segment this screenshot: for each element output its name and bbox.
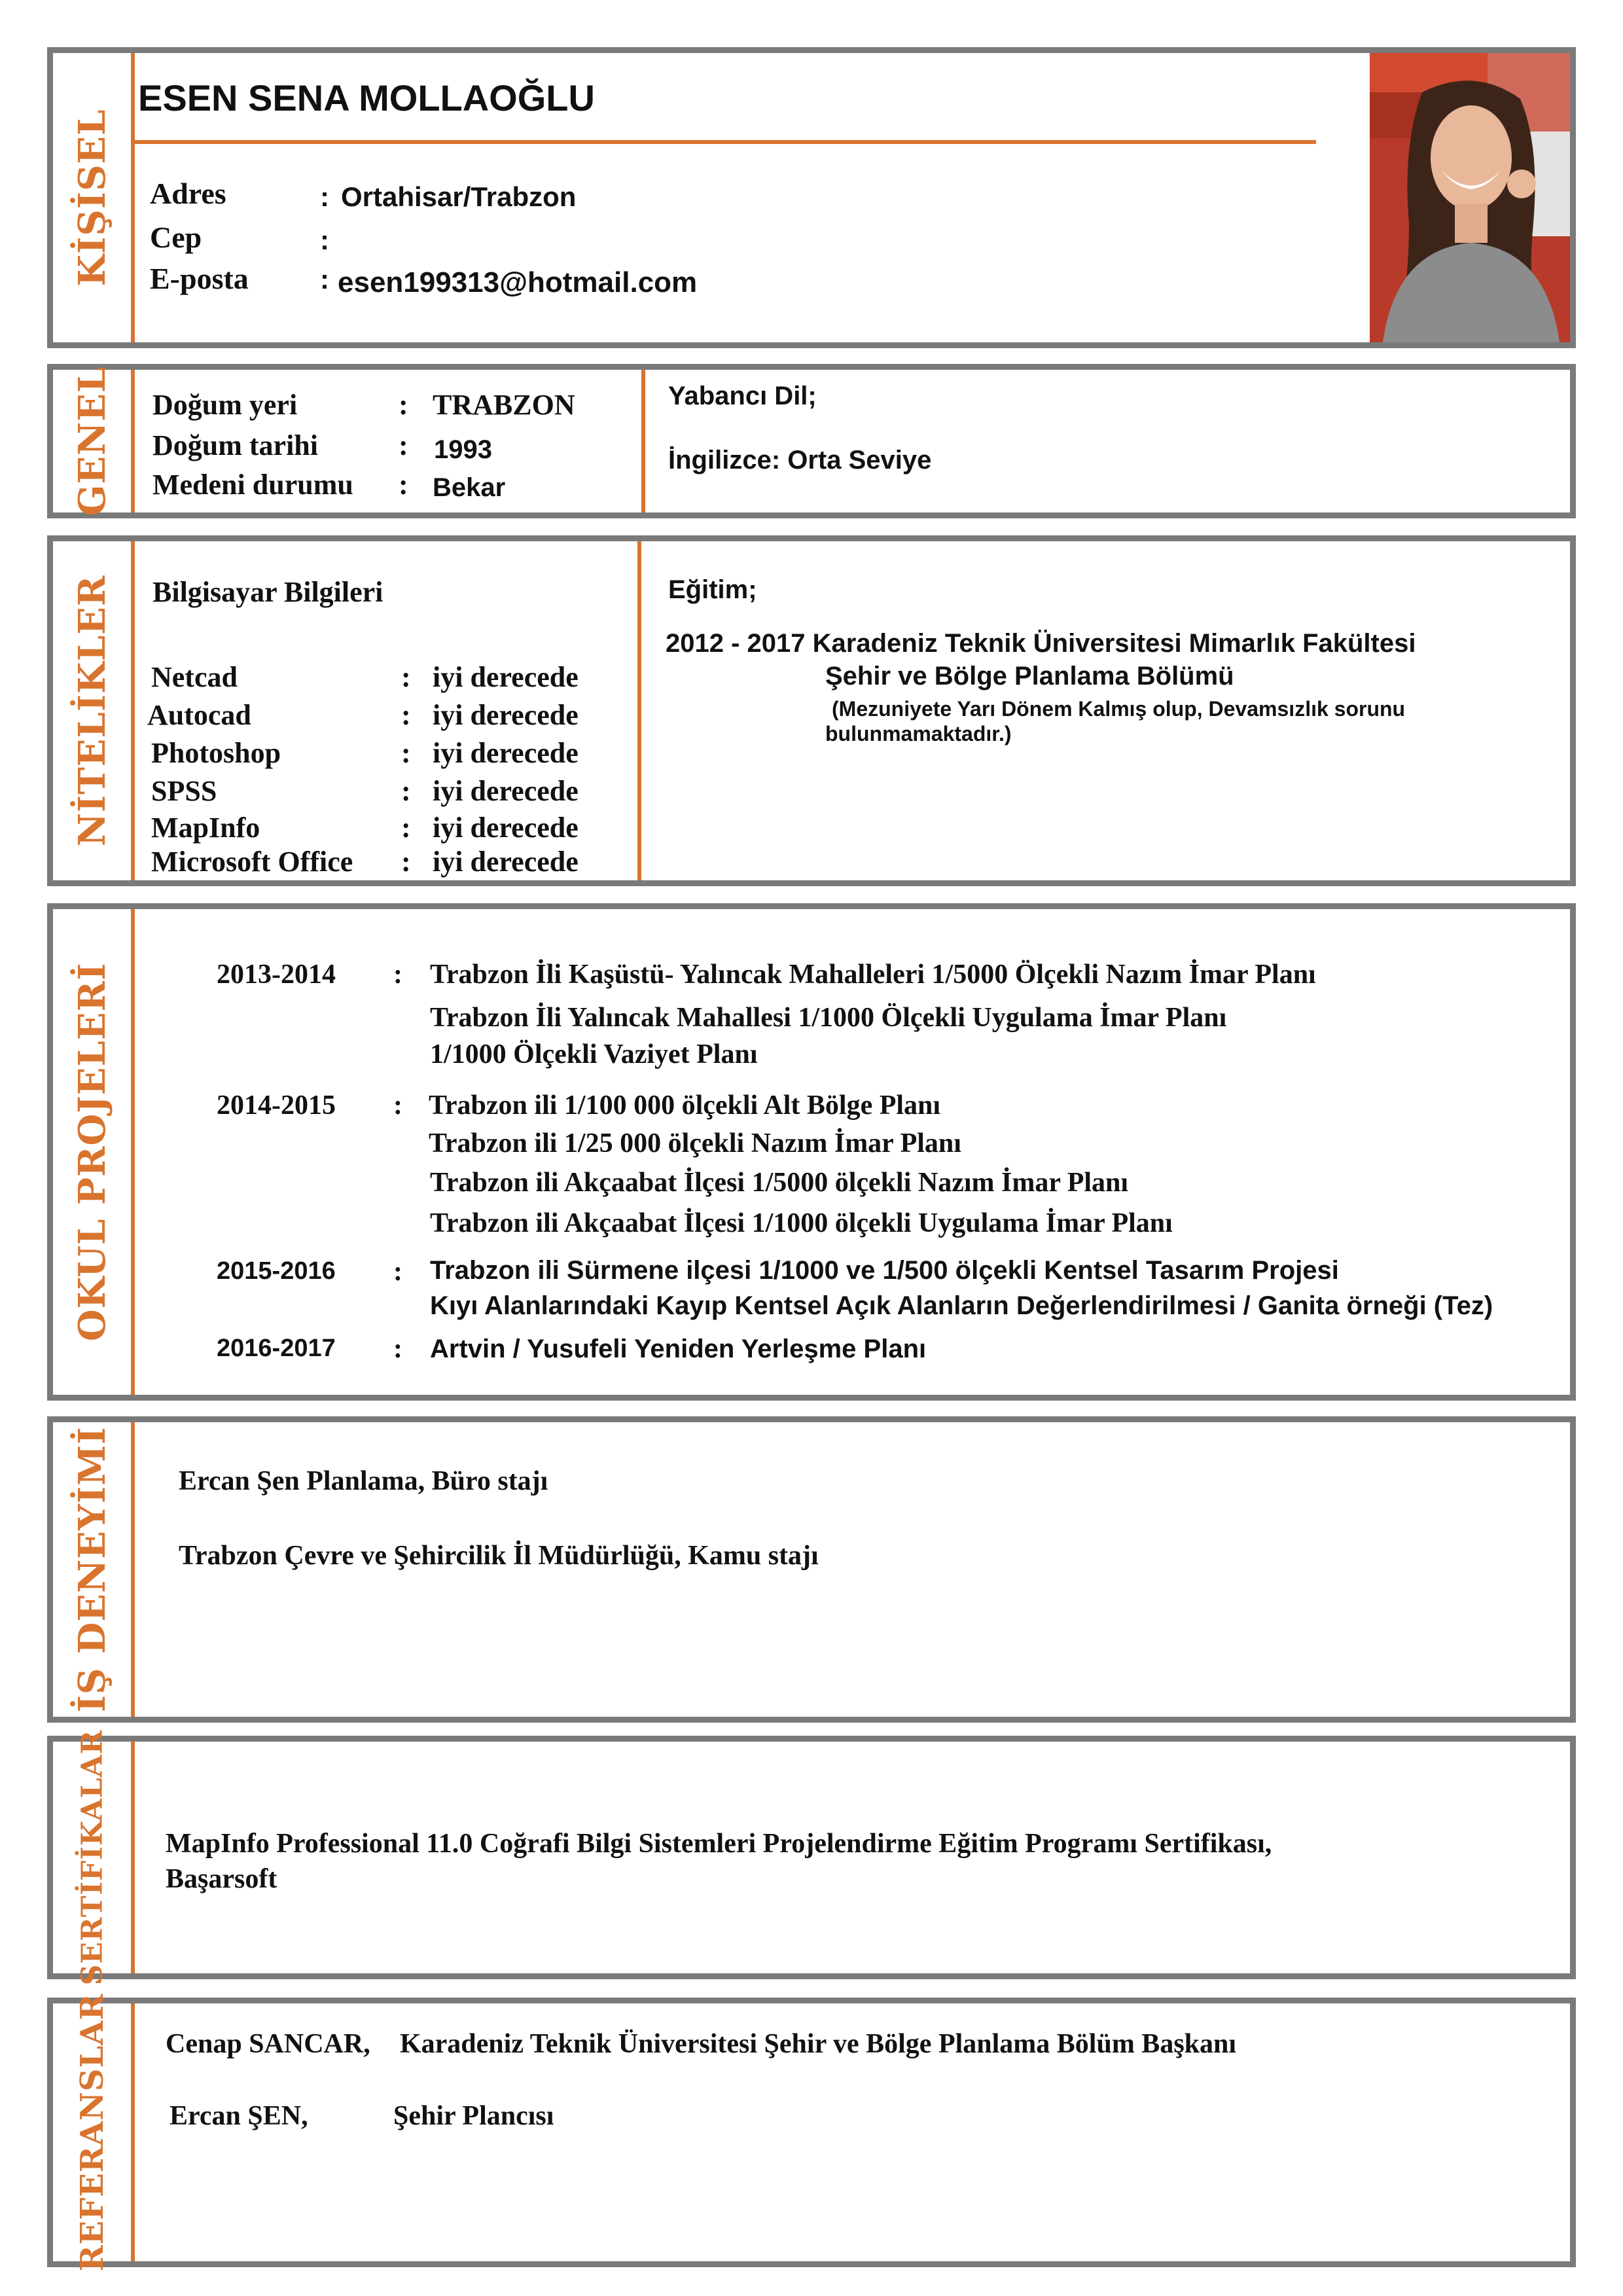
email-value: esen199313@hotmail.com bbox=[338, 266, 698, 298]
skill-level: iyi derecede bbox=[433, 775, 579, 807]
skill-name: MapInfo bbox=[151, 812, 260, 844]
experience-item: Ercan Şen Planlama, Büro stajı bbox=[179, 1466, 548, 1496]
skill-name: Microsoft Office bbox=[151, 846, 353, 878]
marital-label: Medeni durumu bbox=[152, 469, 353, 501]
skill-level: iyi derecede bbox=[433, 661, 579, 693]
qualifications-divider bbox=[637, 541, 641, 880]
education-note: bulunmamaktadır.) bbox=[825, 722, 1012, 745]
personal-section: KİŞİSEL ESEN SENA MOLLAOĞLU Adres : Ortahisar/Trabzon Cep : E-posta : esen199313@hotmail.com bbox=[47, 47, 1576, 348]
general-divider bbox=[641, 370, 645, 512]
address-value: Ortahisar/Trabzon bbox=[341, 181, 577, 212]
personal-section-label: KİŞİSEL bbox=[53, 53, 135, 342]
reference-title: Karadeniz Teknik Üniversitesi Şehir ve Bölge Planlama Bölüm Başkanı bbox=[400, 2029, 1237, 2059]
project-year: 2014-2015 bbox=[217, 1090, 336, 1121]
experience-section bbox=[47, 1416, 1576, 1723]
qualifications-section-label: NİTELİKLER bbox=[53, 541, 135, 880]
project-year: 2015-2016 bbox=[217, 1257, 336, 1285]
certificates-section-label: SERTİFİKALAR bbox=[53, 1742, 135, 1973]
certificate-provider: Başarsoft bbox=[166, 1864, 277, 1894]
project-item: Trabzon ili Akçaabat İlçesi 1/1000 ölçekli Uygulama İmar Planı bbox=[430, 1208, 1173, 1238]
skill-name: Autocad bbox=[147, 699, 251, 731]
project-item: 1/1000 Ölçekli Vaziyet Planı bbox=[430, 1039, 758, 1069]
experience-section-label: İŞ DENEYİMİ bbox=[53, 1422, 135, 1717]
candidate-name: ESEN SENA MOLLAOĞLU bbox=[138, 77, 595, 118]
general-section: GENEL Doğum yeri : TRABZON Doğum tarihi : 1993 Medeni durumu : Bekar Yabancı Dil; İngilizce: Orta Seviye bbox=[47, 364, 1576, 518]
project-item: Trabzon ili 1/25 000 ölçekli Nazım İmar Planı bbox=[429, 1128, 961, 1158]
project-year: 2016-2017 bbox=[217, 1335, 336, 1362]
skill-name: Netcad bbox=[151, 661, 238, 693]
skills-title: Bilgisayar Bilgileri bbox=[152, 576, 383, 608]
education-note: (Mezuniyete Yarı Dönem Kalmış olup, Devamsızlık sorunu bbox=[832, 697, 1406, 721]
project-item: Trabzon İli Yalıncak Mahallesi 1/1000 Ölçekli Uygulama İmar Planı bbox=[430, 1003, 1227, 1033]
language-value: İngilizce: Orta Seviye bbox=[668, 446, 932, 475]
projects-section-label: OKUL PROJELERİ bbox=[53, 909, 135, 1395]
reference-name: Cenap SANCAR, bbox=[166, 2029, 370, 2059]
reference-title: Şehir Plancısı bbox=[393, 2101, 554, 2131]
references-section-label: REFERANSLAR bbox=[53, 2003, 135, 2261]
skill-level: iyi derecede bbox=[433, 737, 579, 769]
project-item: Kıyı Alanlarındaki Kayıp Kentsel Açık Alanların Değerlendirilmesi / Ganita örneği (Tez) bbox=[430, 1291, 1493, 1320]
birthdate-value: 1993 bbox=[434, 435, 492, 464]
email-label: E-posta bbox=[150, 262, 249, 295]
reference-name: Ercan ŞEN, bbox=[169, 2101, 308, 2131]
skill-name: SPSS bbox=[151, 775, 217, 807]
phone-label: Cep bbox=[150, 221, 202, 254]
birthplace-label: Doğum yeri bbox=[152, 389, 298, 421]
skill-level: iyi derecede bbox=[433, 812, 579, 844]
certificate-text: MapInfo Professional 11.0 Coğrafi Bilgi Sistemleri Projelendirme Eğitim Programı Sertifikası, bbox=[166, 1829, 1272, 1859]
project-item: Trabzon ili Akçaabat İlçesi 1/5000 ölçekli Nazım İmar Planı bbox=[430, 1168, 1129, 1198]
skill-level: iyi derecede bbox=[433, 846, 579, 878]
qualifications-section: NİTELİKLER Bilgisayar Bilgileri Netcad : iyi derecede Autocad : iyi derecede Photoshop : iyi derecede SPSS : iyi derecede MapInfo : iyi derecede Microsoft Office : iyi derecede Eğitim; 2012 - 2017 Karadeniz Teknik Üniversitesi Mimarlık Fakültesi Şehir ve Bölge Planlama Bölümü (Mezuniyete Yarı Dönem Kalmış olup, Devamsızlık sorunu bulunmamaktadır.) bbox=[47, 535, 1576, 886]
project-year: 2013-2014 bbox=[217, 960, 336, 990]
skill-level: iyi derecede bbox=[433, 699, 579, 731]
profile-photo bbox=[1370, 53, 1570, 342]
birthplace-value: TRABZON bbox=[433, 389, 575, 421]
address-label: Adres bbox=[150, 177, 226, 210]
project-item: Trabzon ili 1/100 000 ölçekli Alt Bölge Planı bbox=[429, 1090, 941, 1121]
language-title: Yabancı Dil; bbox=[668, 382, 817, 410]
education-title: Eğitim; bbox=[668, 575, 757, 604]
references-section bbox=[47, 1993, 1576, 2272]
certificates-section bbox=[47, 1729, 1576, 1986]
experience-item: Trabzon Çevre ve Şehircilik İl Müdürlüğü, Kamu stajı bbox=[179, 1541, 819, 1571]
project-item: Artvin / Yusufeli Yeniden Yerleşme Planı bbox=[430, 1335, 927, 1363]
education-department: Şehir ve Bölge Planlama Bölümü bbox=[825, 662, 1234, 691]
birthdate-label: Doğum tarihi bbox=[152, 429, 318, 461]
skill-name: Photoshop bbox=[151, 737, 281, 769]
project-item: Trabzon İli Kaşüstü- Yalıncak Mahalleleri 1/5000 Ölçekli Nazım İmar Planı bbox=[430, 960, 1316, 990]
general-section-label: GENEL bbox=[53, 370, 135, 512]
projects-section: OKUL PROJELERİ 2013-2014 : Trabzon İli Kaşüstü- Yalıncak Mahalleleri 1/5000 Ölçekli Nazım İmar Planı Trabzon İli Yalıncak Mahallesi 1/1000 Ölçekli Uygulama İmar Planı 1/1000 Ölçekli Vaziyet Planı 2014-2015 : Trabzon ili 1/100 000 ölçekli Alt Bölge Planı Trabzon ili 1/25 000 ölçekli Nazım İmar Planı Trabzon ili Akçaabat İlçesi 1/5000 ölçekli Nazım İmar Planı Trabzon ili Akçaabat İlçesi 1/1000 ölçekli Uygulama İmar Planı 2015-2016 : Trabzon ili Sürmene ilçesi 1/1000 ve 1/500 ölçekli Kentsel Tasarım Projesi Kıyı Alanlarındaki Kayıp Kentsel Açık Alanların Değerlendirilmesi / Ganita örneği (Tez) 2016-2017 : Artvin / Yusufeli Yeniden Yerleşme Planı bbox=[47, 903, 1576, 1401]
marital-value: Bekar bbox=[433, 473, 506, 502]
name-underline bbox=[135, 140, 1316, 144]
project-item: Trabzon ili Sürmene ilçesi 1/1000 ve 1/500 ölçekli Kentsel Tasarım Projesi bbox=[430, 1256, 1339, 1285]
education-line: 2012 - 2017 Karadeniz Teknik Üniversitesi Mimarlık Fakültesi bbox=[666, 629, 1416, 658]
